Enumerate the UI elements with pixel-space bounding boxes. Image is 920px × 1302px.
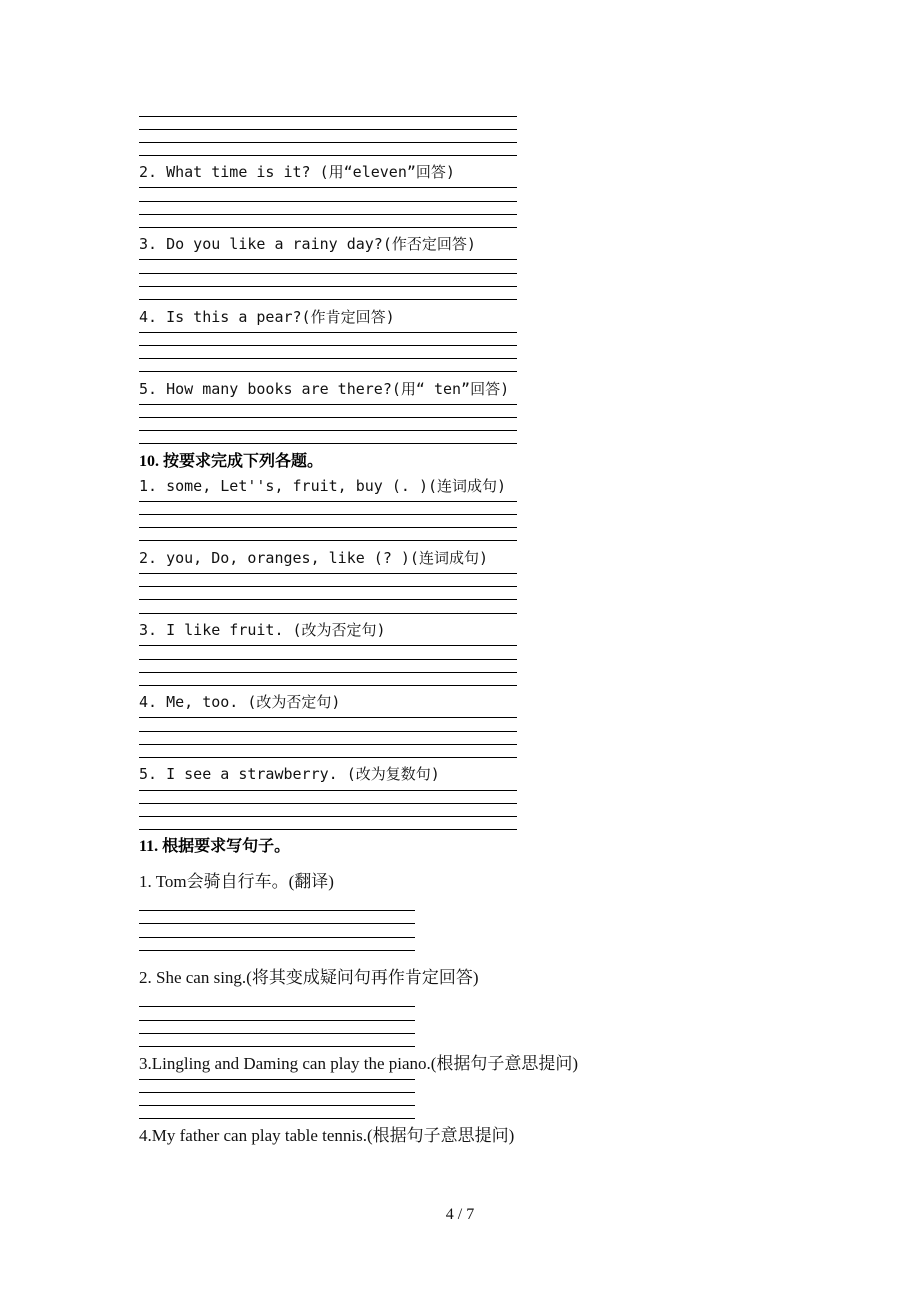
answer-line (139, 259, 517, 260)
answer-line (139, 299, 517, 300)
answer-line (139, 1046, 415, 1047)
answer-line (139, 227, 517, 228)
answer-line (139, 599, 517, 600)
answer-line (139, 1092, 415, 1093)
question-text: 1. some, Let''s, fruit, buy (. )(连词成句) (139, 477, 507, 495)
answer-line (139, 744, 517, 745)
question-text: 2. What time is it? (用“eleven”回答) (139, 163, 455, 181)
answer-line (139, 286, 517, 287)
question-text: 1. Tom会骑自行车。(翻译) (139, 872, 334, 891)
answer-line (139, 937, 415, 938)
answer-line (139, 1118, 415, 1119)
answer-line (139, 371, 517, 372)
answer-line (139, 613, 517, 614)
answer-line (139, 142, 517, 143)
answer-line (139, 829, 517, 830)
answer-line (139, 1006, 415, 1007)
answer-line (139, 501, 517, 502)
answer-line (139, 923, 415, 924)
answer-line (139, 155, 517, 156)
answer-line (139, 685, 517, 686)
answer-line (139, 816, 517, 817)
answer-line (139, 1079, 415, 1080)
question-text: 2. She can sing.(将其变成疑问句再作肯定回答) (139, 968, 479, 987)
question-text: 5. How many books are there?(用“ ten”回答) (139, 380, 510, 398)
answer-line (139, 201, 517, 202)
answer-line (139, 187, 517, 188)
answer-line (139, 129, 517, 130)
answer-line (139, 803, 517, 804)
question-text: 2. you, Do, oranges, like (? )(连词成句) (139, 549, 488, 567)
answer-line (139, 514, 517, 515)
answer-line (139, 672, 517, 673)
question-text: 3. I like fruit. (改为否定句) (139, 621, 386, 639)
answer-line (139, 527, 517, 528)
question-text: 3.Lingling and Daming can play the piano.(根据句子意思提问) (139, 1054, 579, 1073)
answer-line (139, 1020, 415, 1021)
answer-line (139, 332, 517, 333)
answer-line (139, 116, 517, 117)
question-text: 4. Me, too. (改为否定句) (139, 693, 341, 711)
answer-line (139, 731, 517, 732)
answer-line (139, 645, 517, 646)
answer-line (139, 214, 517, 215)
answer-line (139, 1033, 415, 1034)
answer-line (139, 910, 415, 911)
question-text: 5. I see a strawberry. (改为复数句) (139, 765, 440, 783)
answer-line (139, 659, 517, 660)
question-text: 4. Is this a pear?(作肯定回答) (139, 308, 395, 326)
answer-line (139, 430, 517, 431)
answer-line (139, 950, 415, 951)
section-heading: 11. 根据要求写句子。 (139, 838, 291, 855)
answer-line (139, 358, 517, 359)
answer-line (139, 404, 517, 405)
question-text: 4.My father can play table tennis.(根据句子意思提问) (139, 1126, 515, 1145)
answer-line (139, 717, 517, 718)
answer-line (139, 273, 517, 274)
section-heading: 10. 按要求完成下列各题。 (139, 453, 324, 470)
page-number: 4 / 7 (445, 1206, 475, 1223)
answer-line (139, 586, 517, 587)
answer-line (139, 443, 517, 444)
answer-line (139, 573, 517, 574)
answer-line (139, 757, 517, 758)
answer-line (139, 790, 517, 791)
answer-line (139, 417, 517, 418)
answer-line (139, 1105, 415, 1106)
answer-line (139, 540, 517, 541)
question-text: 3. Do you like a rainy day?(作否定回答) (139, 235, 476, 253)
answer-line (139, 345, 517, 346)
